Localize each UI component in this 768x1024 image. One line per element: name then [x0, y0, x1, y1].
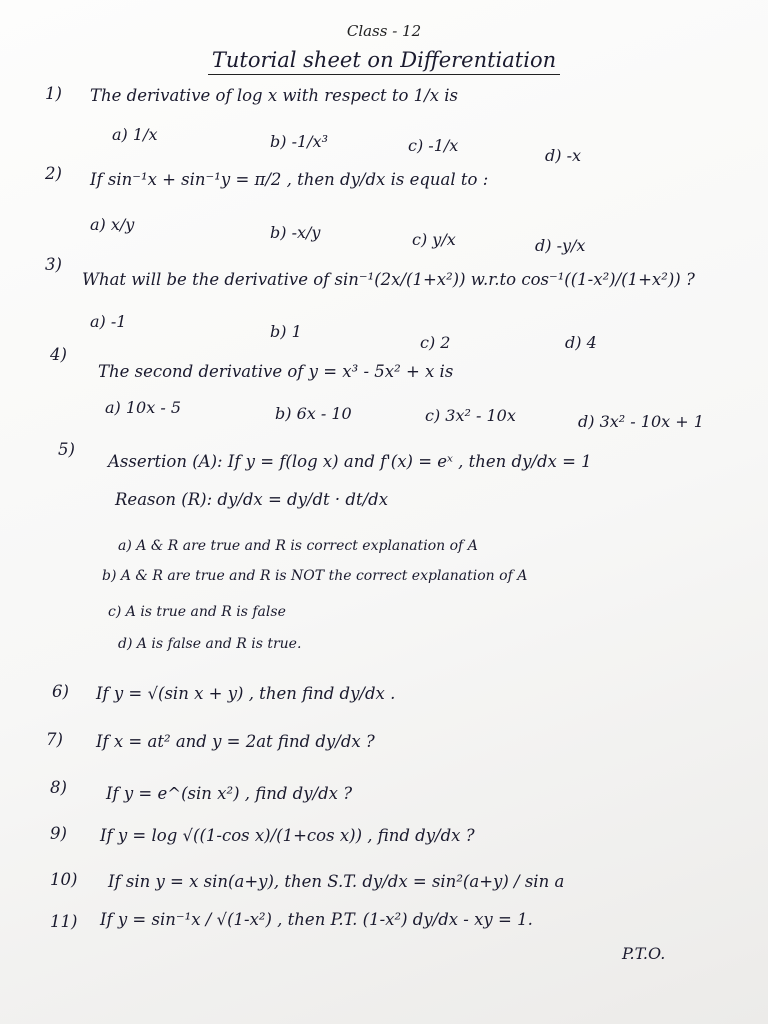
q5-option-c: c) A is true and R is false — [108, 604, 286, 620]
q2-option-d: d) -y/x — [535, 236, 586, 255]
q3-option-d: d) 4 — [565, 333, 597, 352]
pto-label: P.T.O. — [622, 944, 666, 963]
q3-text: What will be the derivative of sin⁻¹(2x/(1+x²)) w.r.to cos⁻¹((1-x²)/(1+x²)) ? — [82, 270, 695, 289]
q4-option-d: d) 3x² - 10x + 1 — [578, 412, 704, 431]
q10-number: 10) — [50, 870, 78, 889]
q8-number: 8) — [50, 778, 67, 797]
q5-option-b: b) A & R are true and R is NOT the correct explanation of A — [102, 568, 528, 584]
page-title: Tutorial sheet on Differentiation — [0, 48, 768, 72]
q6-text: If y = √(sin x + y) , then find dy/dx . — [96, 684, 396, 703]
q1-option-a: a) 1/x — [112, 125, 158, 144]
q4-option-b: b) 6x - 10 — [275, 404, 352, 423]
q4-option-a: a) 10x - 5 — [105, 398, 182, 417]
q3-number: 3) — [45, 255, 62, 274]
q1-option-d: d) -x — [545, 146, 581, 165]
q3-option-c: c) 2 — [420, 333, 451, 352]
q7-number: 7) — [46, 730, 63, 749]
q2-option-c: c) y/x — [412, 230, 456, 249]
q7-text: If x = at² and y = 2at find dy/dx ? — [96, 732, 375, 751]
q4-number: 4) — [50, 345, 67, 364]
q3-option-b: b) 1 — [270, 322, 302, 341]
q2-option-b: b) -x/y — [270, 223, 321, 242]
q5-reason: Reason (R): dy/dx = dy/dt · dt/dx — [115, 490, 389, 509]
q1-option-b: b) -1/x³ — [270, 132, 328, 151]
q11-number: 11) — [50, 912, 78, 931]
q11-text: If y = sin⁻¹x / √(1-x²) , then P.T. (1-x²) dy/dx - xy = 1. — [100, 910, 533, 929]
q1-number: 1) — [45, 84, 62, 103]
q5-option-d: d) A is false and R is true. — [118, 636, 302, 652]
q2-option-a: a) x/y — [90, 215, 135, 234]
q4-option-c: c) 3x² - 10x — [425, 406, 516, 425]
q4-text: The second derivative of y = x³ - 5x² + x is — [98, 362, 454, 381]
q1-text: The derivative of log x with respect to 1/x is — [90, 86, 459, 105]
q9-number: 9) — [50, 824, 67, 843]
class-label: Class - 12 — [346, 22, 422, 40]
q9-text: If y = log √((1-cos x)/(1+cos x)) , find dy/dx ? — [100, 826, 475, 845]
q2-number: 2) — [45, 164, 62, 183]
q1-option-c: c) -1/x — [408, 136, 459, 155]
q3-option-a: a) -1 — [90, 312, 127, 331]
q5-option-a: a) A & R are true and R is correct explanation of A — [118, 538, 478, 554]
q8-text: If y = e^(sin x²) , find dy/dx ? — [106, 784, 353, 803]
q6-number: 6) — [52, 682, 69, 701]
q10-text: If sin y = x sin(a+y), then S.T. dy/dx = sin²(a+y) / sin a — [108, 872, 565, 891]
q5-assertion: Assertion (A): If y = f(log x) and f'(x) = eˣ , then dy/dx = 1 — [108, 452, 592, 471]
q2-text: If sin⁻¹x + sin⁻¹y = π/2 , then dy/dx is equal to : — [90, 170, 489, 189]
q5-number: 5) — [58, 440, 75, 459]
